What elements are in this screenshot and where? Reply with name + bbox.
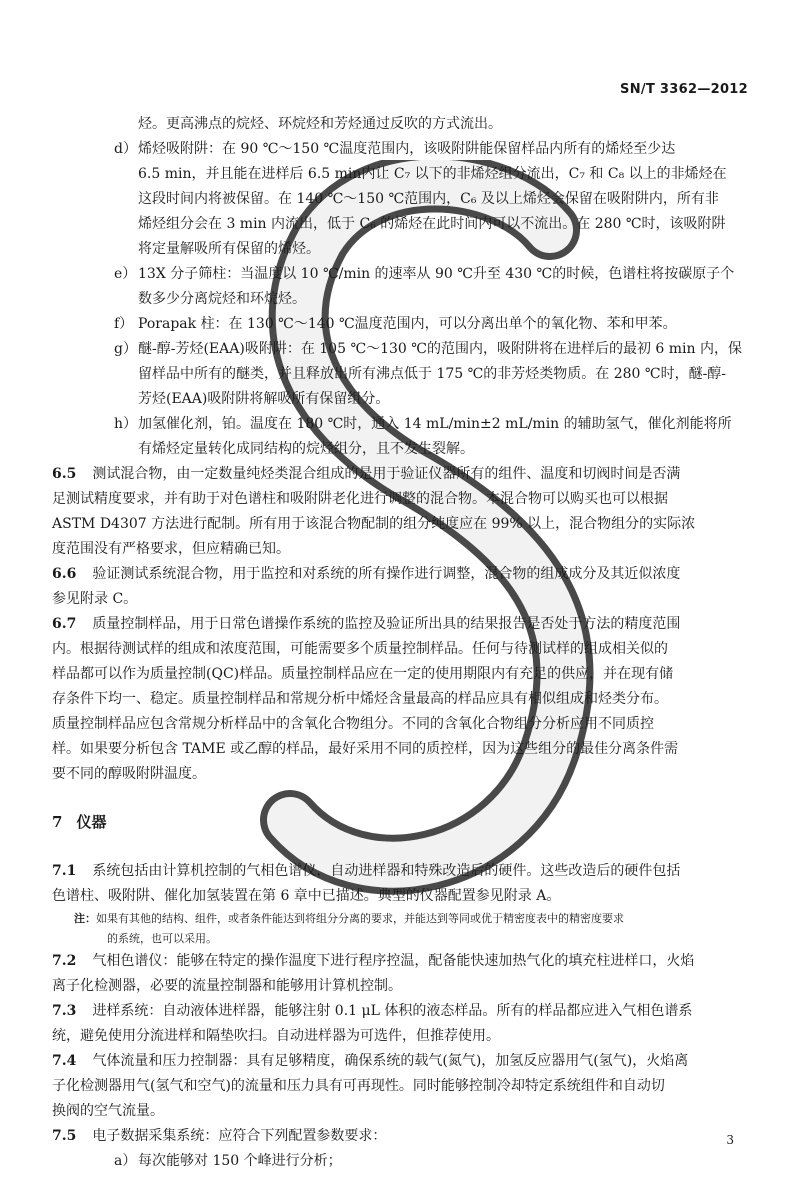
text-line: 加氢催化剂，铂。温度在 180 ℃时，通入 14 mL/min±2 mL/min 的辅助氢气，催化剂能将所 [138, 416, 732, 432]
paragraph [52, 999, 752, 1049]
text-line: 统，避免使用分流进样和隔垫吹扫。自动进样器为可选件，但推荐使用。 [52, 1028, 500, 1044]
text-line: 系统包括由计算机控制的气相色谱仪，自动进样器和特殊改造后的硬件。这些改造后的硬件包括 [92, 863, 681, 879]
note [52, 909, 752, 949]
text-line: 质量控制样品，用于日常色谱操作系统的监控及验证所出具的结果报告是否处于方法的精度范围 [92, 616, 681, 632]
text-line: 要不同的醇吸附阱温度。 [52, 766, 206, 782]
item-marker: f） [114, 316, 134, 332]
text-line: 13X 分子筛柱：当温度以 10 ℃/min 的速率从 90 ℃升至 430 ℃的时候，色谱柱将按碳原子个 [138, 266, 735, 282]
text-line: Porapak 柱：在 130 ℃～140 ℃温度范围内，可以分离出单个的氧化物、苯和甲苯。 [138, 316, 677, 332]
text-line: 样品都可以作为质量控制(QC)样品。质量控制样品应在一定的使用期限内有充足的供应，并在现有储 [52, 666, 674, 682]
clause-number: 6.5 [52, 466, 77, 482]
text-line: 度范围没有严格要求，但应精确已知。 [52, 541, 290, 557]
item-marker: g） [114, 341, 137, 357]
clause-number: 7.4 [52, 1053, 77, 1069]
paragraph [52, 562, 752, 612]
text-line: 烃。更高沸点的烷烃、环烷烃和芳烃通过反吹的方式流出。 [138, 116, 502, 132]
paragraph [52, 112, 752, 137]
text-line: 样。如果要分析包含 TAME 或乙醇的样品，最好采用不同的质控样，因为这些组分的最佳分离条件需 [52, 741, 679, 757]
text-line: 每次能够对 150 个峰进行分析； [138, 1153, 342, 1169]
text-line: 验证测试系统混合物，用于监控和对系统的所有操作进行调整，混合物的组成成分及其近似浓度 [92, 566, 681, 582]
clause-number: 7.5 [52, 1128, 77, 1144]
text-line: 子化检测器用气(氢气和空气)的流量和压力具有可再现性。同时能够控制冷却特定系统组件和自动切 [52, 1078, 665, 1094]
text-line: 将定量解吸所有保留的烯烃。 [138, 241, 320, 257]
clause-number: 6.7 [52, 616, 77, 632]
text-line: 电子数据采集系统：应符合下列配置参数要求： [92, 1128, 387, 1144]
text-line: 6.5 min，并且能在进样后 6.5 min内让 C₇ 以下的非烯烃组分流出，C₇ 和 C₈ 以上的非烯烃在 [138, 166, 727, 182]
clause-number: 7.2 [52, 953, 77, 969]
text-line: 有烯烃定量转化成同结构的烷烃组分，且不发生裂解。 [138, 441, 474, 457]
text-line: 离子化检测器，必要的流量控制器和能够用计算机控制。 [52, 978, 402, 994]
clause-number: 7.3 [52, 1003, 77, 1019]
list-item [52, 137, 752, 262]
text-line: 色谱柱、吸附阱、催化加氢装置在第 6 章中已描述。典型的仪器配置参见附录 A。 [52, 888, 561, 904]
text-line: 气体流量和压力控制器：具有足够精度，确保系统的载气(氮气)，加氢反应器用气(氢气)，火焰离 [92, 1053, 689, 1069]
text-line: 烯烃组分会在 3 min 内流出，低于 C₆ 的烯烃在此时间内可以不流出。在 280 ℃时，该吸附阱 [138, 216, 726, 232]
page-number: 3 [726, 1133, 734, 1147]
text-line: 内。根据待测试样的组成和浓度范围，可能需要多个质量控制样品。任何与待测试样的组成相关似的 [52, 641, 668, 657]
standard-number: SN/T 3362—2012 [620, 82, 748, 97]
list-item [52, 312, 752, 337]
text-line: ASTM D4307 方法进行配制。所有用于该混合物配制的组分纯度应在 99% 以上，混合物组分的实际浓 [52, 516, 696, 532]
note-label: 注： [74, 912, 96, 925]
item-marker: e） [114, 266, 137, 282]
text-line: 测试混合物，由一定数量纯烃类混合组成的是用于验证仪器所有的组件、温度和切阀时间是否满 [92, 466, 681, 482]
text-line: 留样品中所有的醚类，并且释放出所有沸点低于 175 ℃的非芳烃类物质。在 280 ℃时，醚-醇- [138, 366, 727, 382]
clause-number: 7.1 [52, 863, 77, 879]
text-line: 醚-醇-芳烃(EAA)吸附阱：在 105 ℃～130 ℃的范围内，吸附阱将在进样后的最初 6 min 内，保 [138, 341, 742, 357]
paragraph [52, 949, 752, 999]
paragraph [52, 462, 752, 562]
text-line: 存条件下均一、稳定。质量控制样品和常规分析中烯烃含量最高的样品应具有相似组成和烃类分布。 [52, 691, 668, 707]
body-text [52, 112, 752, 1174]
text-line: 如果有其他的结构、组件，或者条件能达到将组分分离的要求，并能达到等同或优于精密度表中的精密度要求 [96, 912, 624, 925]
text-line: 的系统，也可以采用。 [107, 932, 217, 945]
text-line: 进样系统：自动液体进样器，能够注射 0.1 μL 体积的液态样品。所有的样品都应进入气相色谱系 [92, 1003, 693, 1019]
text-line: 质量控制样品应包含常规分析样品中的含氧化合物组分。不同的含氧化合物组分分析应用不同质控 [52, 716, 654, 732]
heading-number: 7 [52, 813, 63, 831]
clause-number: 6.6 [52, 566, 77, 582]
text-line: 烯烃吸附阱：在 90 ℃～150 ℃温度范围内，该吸附阱能保留样品内所有的烯烃至少达 [138, 141, 676, 157]
text-line: 这段时间内将被保留。在 140 ℃～150 ℃范围内，C₆ 及以上烯烃会保留在吸附阱内，所有非 [138, 191, 719, 207]
text-line: 换阀的空气流量。 [52, 1103, 164, 1119]
paragraph [52, 1049, 752, 1124]
text-line: 参见附录 C。 [52, 591, 138, 607]
list-item [52, 412, 752, 462]
heading-title: 仪器 [76, 813, 107, 831]
item-marker: h） [114, 416, 138, 432]
section-heading [52, 807, 752, 837]
item-marker: d） [114, 141, 137, 157]
text-line: 足测试精度要求，并有助于对色谱柱和吸附阱老化进行调整的混合物。本混合物可以购买也可以根据 [52, 491, 668, 507]
paragraph [52, 1124, 752, 1149]
item-marker: a） [114, 1153, 137, 1169]
list-item [52, 1149, 752, 1174]
text-line: 数多少分离烷烃和环烷烃。 [138, 291, 306, 307]
text-line: 芳烃(EAA)吸附阱将解吸所有保留组分。 [138, 391, 390, 407]
paragraph [52, 612, 752, 787]
paragraph [52, 859, 752, 909]
list-item [52, 337, 752, 412]
list-item [52, 262, 752, 312]
text-line: 气相色谱仪：能够在特定的操作温度下进行程序控温，配备能快速加热气化的填充柱进样口，火焰 [92, 953, 695, 969]
